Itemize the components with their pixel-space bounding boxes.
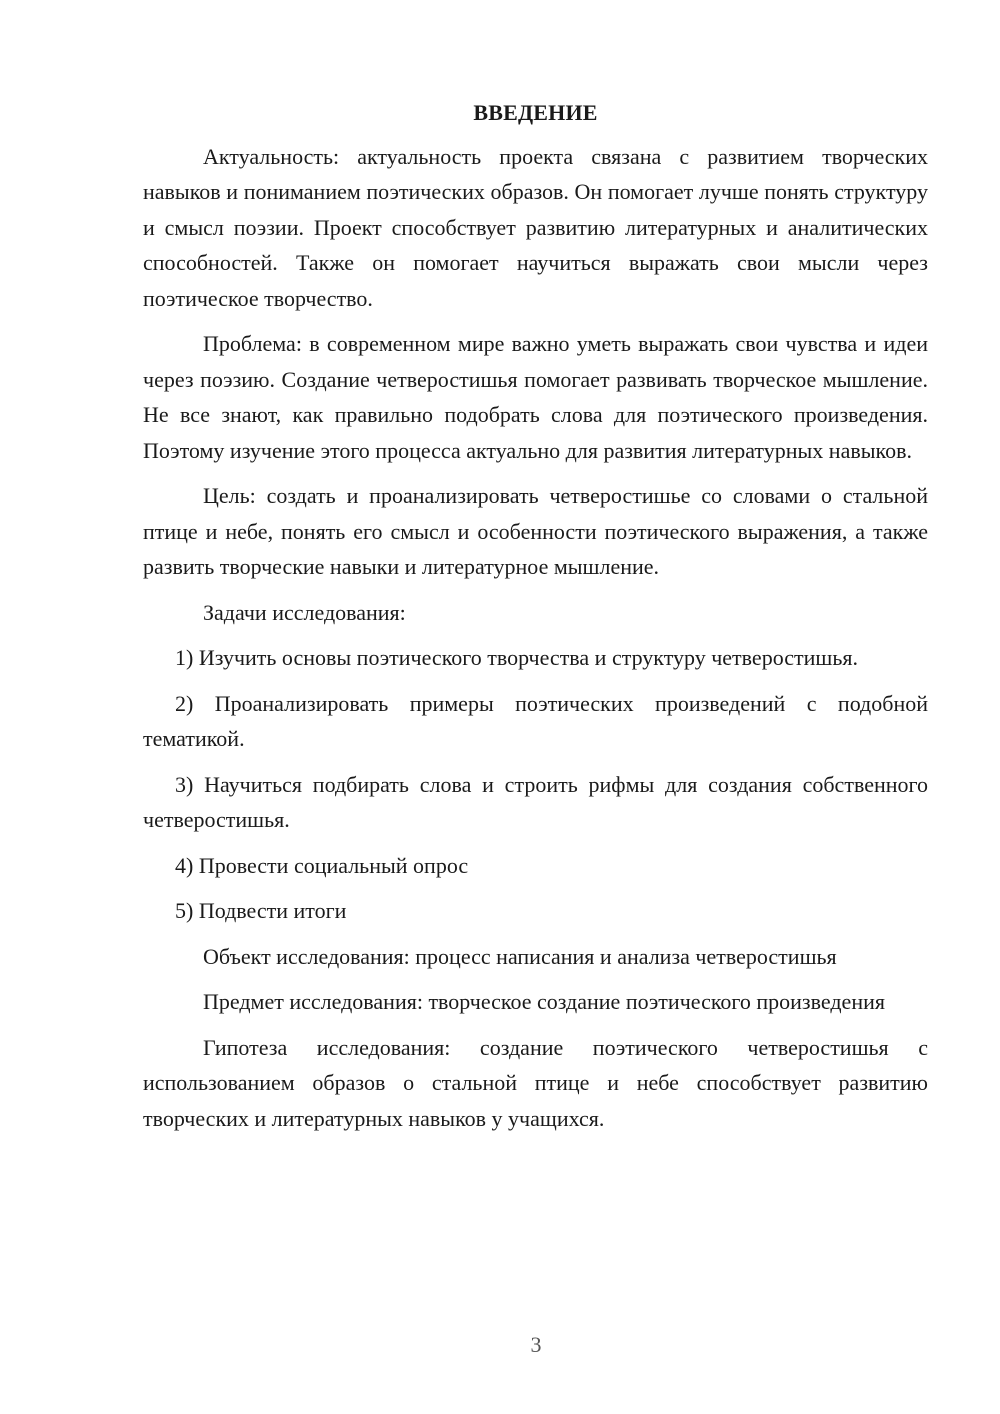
- subject-paragraph: Предмет исследования: творческое создание поэтического произведения: [203, 989, 885, 1014]
- page-number: 3: [530, 1332, 542, 1357]
- problem-paragraph: Проблема: в современном мире важно уметь выражать свои чувства и идеи через поэзию. Создание четверостишья помогает развивать творческое мышление. Не все знают, как правильно подобрать слова для поэтического произведения. Поэтому изучение этого процесса актуально для развития литературных навыков.: [143, 331, 928, 463]
- task-item-5: 5) Подвести итоги: [175, 898, 347, 923]
- task-item-3: 3) Научиться подбирать слова и строить рифмы для создания собственного четверостишья.: [143, 771, 928, 832]
- page-heading: ВВЕДЕНИЕ: [473, 100, 598, 125]
- task-item-4: 4) Провести социальный опрос: [175, 852, 469, 878]
- goal-paragraph: Цель: создать и проанализировать четверостишье со словами о стальной птице и небе, понять его смысл и особенности поэтического выражения, а также развить творческие навыки и литературное мышление.: [143, 483, 928, 579]
- task-item-1: 1) Изучить основы поэтического творчества и структуру четверостишья.: [175, 645, 858, 670]
- hypothesis-paragraph: Гипотеза исследования: создание поэтического четверостишья с использованием образов о стальной птице и небе способствует развитию творческих и литературных навыков у учащихся.: [143, 1034, 928, 1131]
- object-paragraph: Объект исследования: процесс написания и анализа четверостишья: [203, 943, 837, 969]
- task-item-2: 2) Проанализировать примеры поэтических произведений с подобной тематикой.: [143, 690, 928, 751]
- tasks-title: Задачи исследования:: [203, 599, 406, 625]
- relevance-paragraph: Актуальность: актуальность проекта связана с развитием творческих навыков и пониманием поэтических образов. Он помогает лучше понять структуру и смысл поэзии. Проект способствует развитию литературных и аналитических способностей. Также он помогает научиться выражать свои мысли через поэтическое творчество.: [143, 143, 928, 311]
- page-content: [143, 95, 928, 1146]
